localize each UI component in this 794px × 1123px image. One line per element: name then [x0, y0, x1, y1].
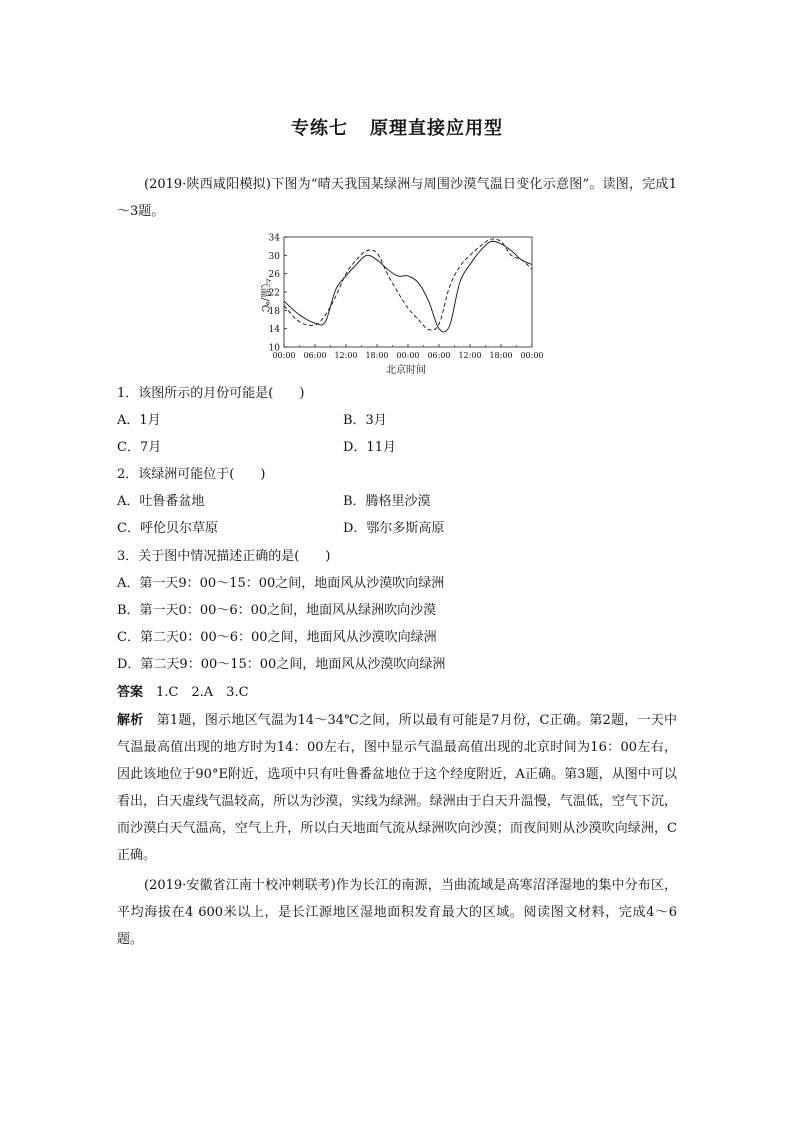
- plot-frame: [284, 237, 532, 347]
- temperature-chart: [250, 225, 550, 377]
- x-tick-label: 12:00: [334, 351, 358, 360]
- x-tick-label: 06:00: [427, 351, 451, 360]
- title-part2: 原理直接应用型: [370, 118, 503, 139]
- x-tick-label: 18:00: [489, 351, 513, 360]
- answer-line: [117, 683, 249, 703]
- chart-y-axis-label: 气温/℃: [259, 277, 270, 313]
- desert-temperature-line: [284, 239, 532, 330]
- page-title: [0, 114, 794, 140]
- y-tick-label: 10: [268, 343, 280, 354]
- x-tick-label: 00:00: [396, 351, 420, 360]
- q1-stem: 1．该图所示的月份可能是( ): [117, 386, 305, 401]
- x-tick-label: 00:00: [520, 351, 544, 360]
- q2-option-a: A．吐鲁番盆地: [117, 494, 205, 509]
- title-part1: 专练七: [291, 118, 348, 139]
- intro-paragraph-2: (2019·安徽省江南十校冲刺联考)作为长江的南源，当曲流域是高寒沼泽湿地的集中分布区，平均海拔在4 600米以上，是长江源地区湿地面积发育最大的区域。阅读图文材料，完成4～6题。: [117, 878, 677, 947]
- q3-stem: 3．关于图中情况描述正确的是( ): [117, 549, 331, 564]
- y-tick-label: 34: [268, 233, 280, 244]
- q3-option-a: A．第一天9：00～15：00之间，地面风从沙漠吹向绿洲: [117, 576, 445, 591]
- intro-paragraph-1: (2019·陕西咸阳模拟)下图为“晴天我国某绿洲与周围沙漠气温日变化示意图”。读图，完成1～3题。: [117, 177, 677, 219]
- x-tick-label: 00:00: [272, 351, 296, 360]
- y-tick-label: 18: [268, 306, 280, 317]
- q3-option-c: C．第二天0：00～6：00之间，地面风从沙漠吹向绿洲: [117, 630, 437, 645]
- q2-stem: 2．该绿洲可能位于( ): [117, 467, 266, 482]
- q2-option-b: B．腾格里沙漠: [343, 494, 431, 509]
- answer-text: 1.C 2.A 3.C: [156, 685, 249, 700]
- x-tick-label: 12:00: [458, 351, 482, 360]
- q1-option-b: B．3月: [343, 413, 387, 428]
- q2-option-c: C．呼伦贝尔草原: [117, 521, 218, 536]
- q1-option-c: C．7月: [117, 440, 162, 455]
- x-tick-label: 18:00: [365, 351, 389, 360]
- q2-option-d: D．鄂尔多斯高原: [343, 521, 445, 536]
- q1-option-d: D．11月: [343, 440, 396, 455]
- chart-lines: [284, 239, 532, 332]
- y-tick-label: 26: [268, 270, 280, 281]
- y-tick-label: 14: [268, 325, 280, 336]
- chart-axes: [269, 234, 544, 361]
- analysis-paragraph: [117, 707, 677, 869]
- q3-option-b: B．第一天0：00～6：00之间，地面风从绿洲吹向沙漠: [117, 603, 437, 618]
- q3-option-d: D．第二天9：00～15：00之间，地面风从沙漠吹向绿洲: [117, 657, 446, 672]
- answer-label: 答案: [117, 685, 144, 700]
- analysis-text: 第1题，图示地区气温为14～34℃之间，所以最有可能是7月份，C正确。第2题，一天中气温最高值出现的地方时为14：00左右，图中显示气温最高值出现的北京时间为16：00左右，因此该地位于90°E附近，选项中只有吐鲁番盆地位于这个经度附近，A正确。第3题，从图中可以看出，白天虚线气温较高，所以为沙漠，实线为绿洲。绿洲由于白天升温慢，气温低，空气下沉，而沙漠白天气温高，空气上升，所以白天地面气流从绿洲吹向沙漠；而夜间则从沙漠吹向绿洲，C正确。: [117, 713, 677, 863]
- analysis-label: 解析: [117, 713, 144, 728]
- oasis-temperature-line: [284, 241, 532, 332]
- q1-option-a: A．1月: [117, 413, 161, 428]
- y-tick-label: 22: [268, 288, 280, 299]
- x-tick-label: 06:00: [303, 351, 327, 360]
- y-tick-label: 30: [268, 251, 280, 262]
- chart-x-axis-label: 北京时间: [386, 365, 426, 376]
